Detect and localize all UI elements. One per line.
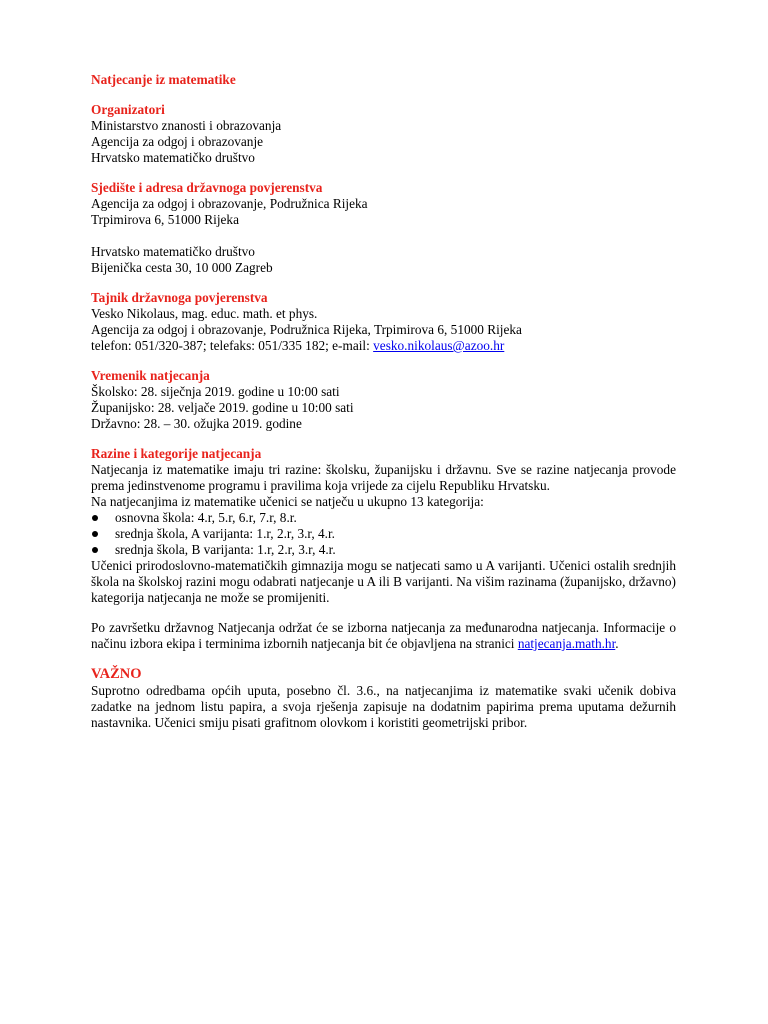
variants-paragraph: Učenici prirodoslovno-matematičkih gimnazija mogu se natjecati samo u A varijanti. Učenici ostalih srednjih škola na školskoj razini mogu odabrati natjecanje u A ili B varijanti. Na višim razinama (županijsko, državno) kategorija natjecanja ne može se promijeniti. <box>91 558 676 605</box>
address-line: Bijenička cesta 30, 10 000 Zagreb <box>91 260 273 275</box>
address-line: Agencija za odgoj i obrazovanje, Podružnica Rijeka <box>91 196 368 211</box>
bullet-icon <box>92 547 98 553</box>
bullet-icon <box>92 531 98 537</box>
secretary-org: Agencija za odgoj i obrazovanje, Podružnica Rijeka, Trpimirova 6, 51000 Rijeka <box>91 322 522 337</box>
section-sjediste <box>91 180 676 276</box>
important-paragraph: Suprotno odredbama općih uputa, posebno čl. 3.6., na natjecanjima iz matematike svaki učenik dobiva zadatke na jednom listu papira, a svoja rješenja zapisuje na dodatnim papirima prema uputama dežurnih nastavnika. Učenici smiju pisati grafitnom olovkom i koristiti geometrijski pribor. <box>91 683 676 730</box>
email-link[interactable]: vesko.nikolaus@azoo.hr <box>373 338 505 353</box>
section-tajnik <box>91 290 676 354</box>
section-razine <box>91 446 676 606</box>
list-item-text: srednja škola, B varijanta: 1.r, 2.r, 3.r, 4.r. <box>115 542 336 557</box>
document-title: Natjecanje iz matematike <box>91 72 236 87</box>
heading-vremenik: Vremenik natjecanja <box>91 368 210 383</box>
address-line: Trpimirova 6, 51000 Rijeka <box>91 212 239 227</box>
spacer <box>91 228 676 244</box>
section-vremenik <box>91 368 676 432</box>
section-organizatori <box>91 102 676 166</box>
categories-intro: Na natjecanjima iz matematike učenici se natječu u ukupno 13 kategorija: <box>91 494 484 509</box>
address-line: Hrvatsko matematičko društvo <box>91 244 255 259</box>
selection-paragraph <box>91 620 676 652</box>
secretary-name: Vesko Nikolaus, mag. educ. math. et phys. <box>91 306 318 321</box>
website-link[interactable]: natjecanja.math.hr <box>517 636 616 651</box>
categories-list <box>91 510 676 558</box>
schedule-line: Državno: 28. – 30. ožujka 2019. godine <box>91 416 302 431</box>
heading-sjediste: Sjedište i adresa državnoga povjerenstva <box>91 180 323 195</box>
heading-tajnik: Tajnik državnoga povjerenstva <box>91 290 268 305</box>
organizer-line: Hrvatsko matematičko društvo <box>91 150 255 165</box>
levels-paragraph: Natjecanja iz matematike imaju tri razine: školsku, županijsku i državnu. Sve se razine natjecanja provode prema jedinstvenome programu i pravilima koja vrijede za cijelu Republiku Hrvatsku. <box>91 462 676 493</box>
contact-text: telefon: 051/320-387; telefaks: 051/335 182; e-mail: <box>91 338 374 353</box>
list-item <box>91 510 676 526</box>
organizer-line: Ministarstvo znanosti i obrazovanja <box>91 118 282 133</box>
list-item-text: osnovna škola: 4.r, 5.r, 6.r, 7.r, 8.r. <box>115 510 297 525</box>
organizer-line: Agencija za odgoj i obrazovanje <box>91 134 264 149</box>
section-izborna <box>91 620 676 652</box>
schedule-line: Školsko: 28. siječnja 2019. godine u 10:00 sati <box>91 384 340 399</box>
bullet-icon <box>92 515 98 521</box>
heading-vazno: VAŽNO <box>91 666 142 682</box>
secretary-contact <box>91 338 676 354</box>
schedule-line: Županijsko: 28. veljače 2019. godine u 10:00 sati <box>91 400 354 415</box>
heading-organizatori: Organizatori <box>91 102 165 117</box>
heading-razine: Razine i kategorije natjecanja <box>91 446 262 461</box>
selection-text: Po završetku državnog Natjecanja održat će se izborna natjecanja za međunarodna natjecanja. Informacije o načinu izbora ekipa i terminima izbornih natjecanja bit će objavljena na stranici <box>91 620 676 651</box>
list-item <box>91 542 676 558</box>
list-item <box>91 526 676 542</box>
selection-suffix: . <box>615 636 619 651</box>
section-vazno <box>91 666 676 731</box>
list-item-text: srednja škola, A varijanta: 1.r, 2.r, 3.r, 4.r. <box>115 526 335 541</box>
